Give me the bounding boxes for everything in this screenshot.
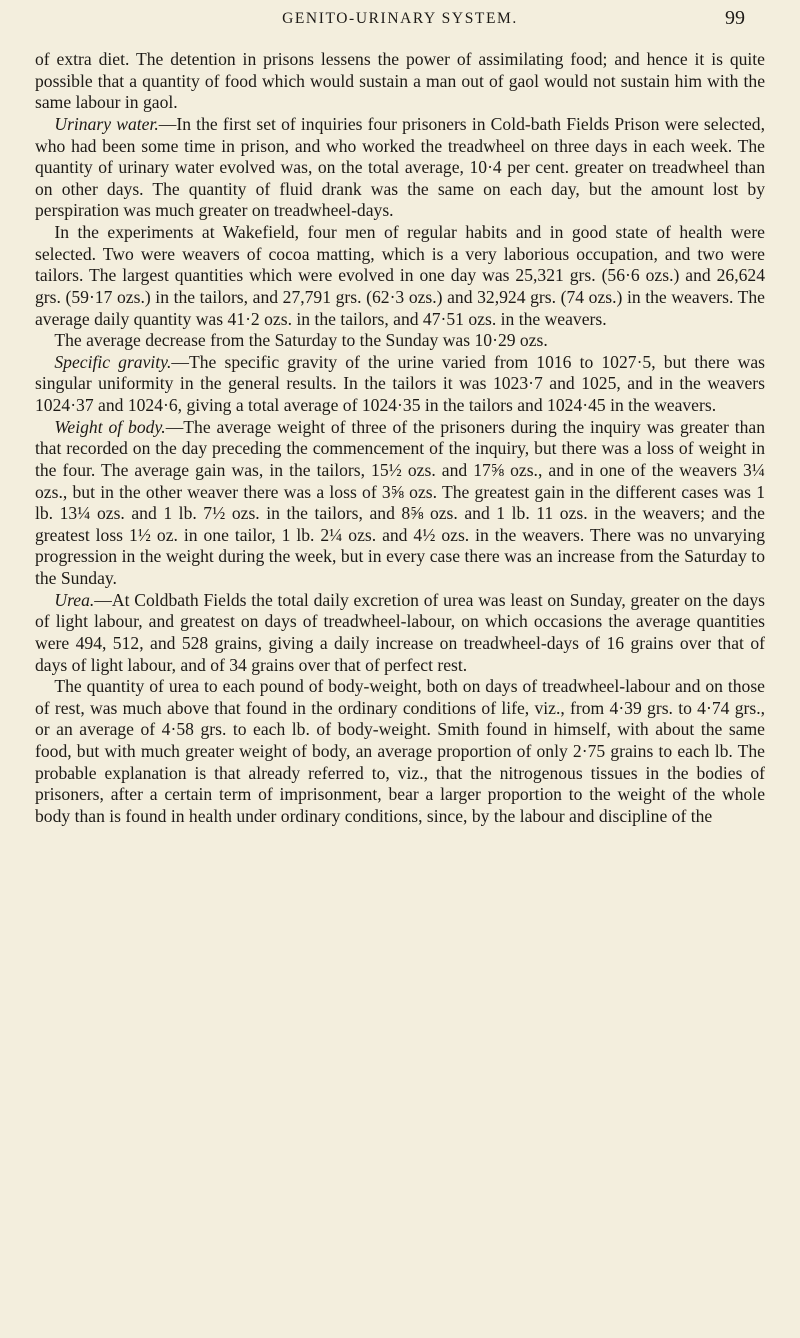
paragraph-specific-gravity xyxy=(35,352,765,417)
paragraph-urea-per-pound xyxy=(35,676,765,827)
paragraph-text: —At Coldbath Fields the total daily excretion of urea was least on Sunday, greater on the days of light labour, and greatest on days of treadwheel-labour, on which occasions the average quantities were 494, 512, and 528 grains, giving a daily increase on treadwheel-days of 16 grains over that of days of light labour, and of 34 grains over that of perfect rest. xyxy=(35,589,765,675)
paragraph-text: —In the first set of inquiries four prisoners in Cold-bath Fields Prison were selected, who had been some time in prison, and who worked the treadwheel on three days in each week. The quantity of urinary water evolved was, on the total average, 10·4 per cent. greater on treadwheel than on other days. The quantity of fluid drank was the same on each day, but the amount lost by perspiration was much greater on treadwheel-days. xyxy=(35,113,765,221)
paragraph-wakefield xyxy=(35,222,765,330)
running-head xyxy=(0,7,800,34)
paragraph-text: —The average weight of three of the prisoners during the inquiry was greater than that recorded on the day preceding the commencement of the inquiry, but there was a loss of weight in the four. The average gain was, in the tailors, 15½ ozs. and 17⅝ ozs., and in one of the weavers 3¼ ozs., but in the other weaver there was a loss of 3⅝ ozs. The greatest gain in the different cases was 1 lb. 13¼ ozs. and 1 lb. 7½ ozs. in the tailors, and 8⅝ ozs. and 1 lb. 11 ozs. in the weavers; and the greatest loss 1½ oz. in one tailor, 1 lb. 2¼ ozs. and 4½ ozs. in the weavers. There was no unvarying progression in the weight during the week, but in every case there was an increase from the Saturday to the Sunday. xyxy=(35,416,766,588)
paragraph-extra-diet xyxy=(35,49,765,114)
section-heading-specific-gravity: Specific gravity. xyxy=(54,351,172,372)
paragraph-urea xyxy=(35,590,765,677)
body-text xyxy=(35,49,765,828)
paragraph-text: —The specific gravity of the urine varied from 1016 to 1027·5, but there was singular uniformity in the general results. In the tailors it was 1023·7 and 1025, and in the weavers 1024·37 and 1024·6, giving a total average of 1024·35 in the tailors and 1024·45 in the weavers. xyxy=(35,351,765,415)
paragraph-text: The average decrease from the Saturday to the Sunday was 10·29 ozs. xyxy=(54,330,548,351)
section-heading-weight-of-body: Weight of body. xyxy=(54,416,166,437)
paragraph-text: In the experiments at Wakefield, four men of regular habits and in good state of health were selected. Two were weavers of cocoa matting, which is a very laborious occupation, and two were tailors. The largest quantities which were evolved in one day was 25,321 grs. (56·6 ozs.) and 26,624 grs. (59·17 ozs.) in the tailors, and 27,791 grs. (62·3 ozs.) and 32,924 grs. (74 ozs.) in the weavers. The average daily quantity was 41·2 ozs. in the tailors, and 47·51 ozs. in the weavers. xyxy=(35,222,765,329)
page-number: 99 xyxy=(725,7,745,29)
section-heading-urinary-water: Urinary water. xyxy=(54,113,159,134)
paragraph-average-decrease xyxy=(35,330,765,352)
running-title: GENITO-URINARY SYSTEM. xyxy=(282,10,518,27)
paragraph-text: of extra diet. The detention in prisons lessens the power of assimilating food; and hence it is quite possible that a quantity of food which would sustain a man out of gaol would not sustain him with the same labour in gaol. xyxy=(35,49,765,113)
paragraph-text: The quantity of urea to each pound of body-weight, both on days of treadwheel-labour and on those of rest, was much above that found in the ordinary conditions of life, viz., from 4·39 grs. to 4·74 grs., or an average of 4·58 grs. to each lb. of body-weight. Smith found in himself, with about the same food, but with much greater weight of body, an average proportion of only 2·75 grains to each lb. The probable explanation is that already referred to, viz., that the nitrogenous tissues in the bodies of prisoners, after a certain term of imprisonment, bear a larger proportion to the weight of the whole body than is found in health under ordinary conditions, since, by the labour and discipline of the xyxy=(35,676,765,826)
paragraph-urinary-water xyxy=(35,114,765,222)
section-heading-urea: Urea. xyxy=(54,589,95,610)
paragraph-weight-of-body xyxy=(35,417,765,590)
